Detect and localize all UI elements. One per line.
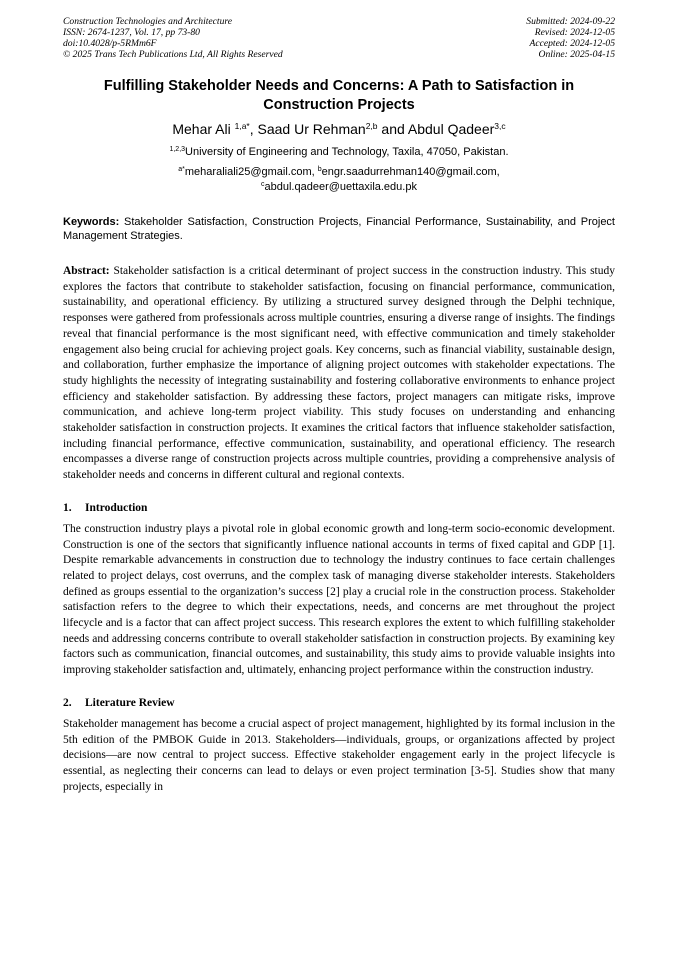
- publication-dates: [526, 16, 615, 60]
- section-heading-literature-review: [63, 695, 615, 711]
- affiliation: [63, 145, 615, 159]
- section-title: Introduction: [85, 501, 148, 514]
- accepted-date: Accepted: 2024-12-05: [529, 38, 615, 49]
- journal-header: [63, 16, 615, 60]
- author-1-name: Mehar Ali: [172, 121, 231, 137]
- keywords-text: Stakeholder Satisfaction, Construction Projects, Financial Performance, Sustainability, and Project Management Strategies.: [63, 216, 615, 242]
- section-number: 2.: [63, 696, 72, 709]
- journal-info: [63, 16, 283, 60]
- abstract-text: Stakeholder satisfaction is a critical determinant of project success in the construction industry. This study explores the factors that contribute to stakeholder satisfaction, focusing on financial performance, communication, sustainability, and operational efficiency. By utilizing a structured survey designed through the Delphi technique, responses were gathered from professionals across multiple countries, ensuring a diverse range of insights. The findings reveal that financial performance is the most significant need, with effective communication and timely stakeholder engagement also being crucial for achieving project goals. Key concerns, such as financial viability, sustainable design, and collaboration, further emphasize the importance of aligning project outcomes with stakeholder expectations. The study highlights the necessity of integrating sustainability and fostering collaborative environments to enhance project efficiency and stakeholder satisfaction. By addressing these factors, project managers can mitigate risks, improve communication, and achieve long-term project viability. This study focuses on understanding and enhancing stakeholder satisfaction in construction projects. It examines the critical factors that influence stakeholder satisfaction, including financial performance, effective communication, sustainability, and operational efficiency. The research encompasses a diverse range of construction projects across multiple countries, providing a comprehensive analysis of stakeholder needs and concerns in different cultural and regional contexts.: [63, 265, 615, 482]
- author-2-sup: 2,b: [365, 121, 378, 131]
- section-title: Literature Review: [85, 696, 175, 709]
- keywords-label: Keywords:: [63, 216, 120, 228]
- author-separator-1: ,: [249, 121, 258, 137]
- author-separator-2: and: [377, 121, 408, 137]
- email-a-sup: a*: [178, 166, 185, 173]
- affiliation-sup: 1,2,3: [169, 146, 186, 153]
- author-2-name: Saad Ur Rehman: [257, 121, 366, 137]
- email-line-2: [63, 180, 615, 195]
- abstract: [63, 264, 615, 484]
- literature-review-paragraph: Stakeholder management has become a crucial aspect of project management, highlighted by its formal inclusion in the 5th edition of the PMBOK Guide in 2013. Stakeholders—individuals, groups, or organizations affected by project decisions—are now central to project success. Effective stakeholder engagement early in the project lifecycle is essential, as neglecting their concerns can lead to delays or even project termination [3-5]. Studies show that many projects, especially in: [63, 717, 615, 793]
- section-heading-introduction: [63, 500, 615, 516]
- paper-title: Fulfilling Stakeholder Needs and Concerns: A Path to Satisfaction in Construction Projects: [103, 78, 575, 113]
- copyright: © 2025 Trans Tech Publications Ltd, All Rights Reserved: [63, 49, 283, 60]
- author-3-name: Abdul Qadeer: [407, 121, 495, 137]
- paper-page: [63, 16, 615, 795]
- issn: ISSN: 2674-1237, Vol. 17, pp 73-80: [63, 27, 200, 38]
- email-b-sup: b: [317, 166, 322, 173]
- author-emails: [63, 165, 615, 195]
- author-list: [63, 120, 615, 138]
- email-line-1: [63, 165, 615, 180]
- journal-name: Construction Technologies and Architecture: [63, 16, 233, 27]
- email-a[interactable]: meharaliali25@gmail.com,: [184, 166, 318, 178]
- author-3-sup: 3,c: [494, 121, 506, 131]
- affiliation-text: University of Engineering and Technology, Taxila, 47050, Pakistan.: [185, 146, 509, 158]
- revised-date: Revised: 2024-12-05: [534, 27, 615, 38]
- doi: doi:10.4028/p-5RMm6F: [63, 38, 157, 49]
- online-date: Online: 2025-04-15: [538, 49, 615, 60]
- email-b[interactable]: engr.saadurrehman140@gmail.com,: [321, 166, 500, 178]
- submitted-date: Submitted: 2024-09-22: [526, 16, 615, 27]
- abstract-label: Abstract:: [63, 265, 110, 277]
- keywords: [63, 215, 615, 243]
- author-1-sup: 1,a*: [234, 121, 250, 131]
- introduction-paragraph: The construction industry plays a pivotal role in global economic growth and long-term socio-economic development. Construction is one of the sectors that significantly influence national accounts in terms of fixed capital and GDP [1]. Despite remarkable advancements in construction due to technology the industry continues to face certain challenges related to project delays, cost overruns, and the complex task of managing diverse stakeholder interests. Stakeholders defined as groups essential to the organization’s success [2] play a crucial role in the construction process. Stakeholder satisfaction refers to the degree to which their expectations, needs, and concerns are met throughout the project lifecycle and is a factor that can affect project success. This research explores the extent to which fulfilling stakeholder needs and addressing concerns contribute to overall stakeholder satisfaction in construction projects. By examining key factors such as communication, financial outcomes, and sustainability, this study aims to provide valuable insights into improving stakeholder satisfaction and, ultimately, enhancing project performance within the construction industry.: [63, 522, 615, 677]
- email-c-sup: c: [261, 181, 265, 188]
- email-c[interactable]: abdul.qadeer@uettaxila.edu.pk: [264, 181, 417, 193]
- section-number: 1.: [63, 501, 72, 514]
